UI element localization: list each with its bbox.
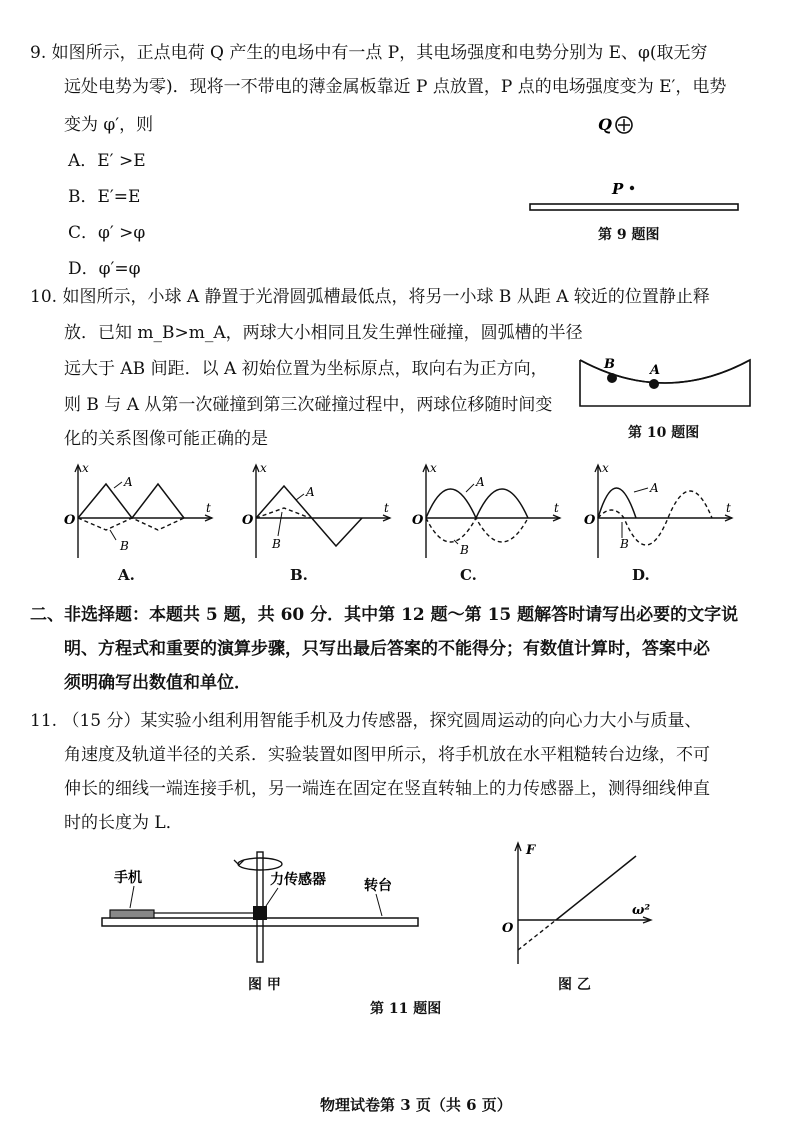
svg-text:B: B [620, 537, 629, 551]
svg-text:O: O [64, 513, 76, 528]
svg-text:t: t [384, 501, 389, 515]
section2-line-3: 须明确写出数值和单位． [64, 673, 251, 693]
svg-text:A: A [306, 485, 315, 499]
ball-a [649, 379, 659, 389]
svg-text:t: t [554, 501, 559, 515]
svg-text:O: O [584, 513, 596, 528]
q10-graph-c-letter: C. [460, 566, 477, 584]
q10-graph-a-letter: A. [118, 566, 135, 584]
page-footer: 物理试卷第 3 页（共 6 页） [320, 1096, 512, 1114]
q10-figure [576, 356, 756, 416]
section2-line-2: 明、方程式和重要的演算步骤，只写出最后答案的不能得分；有数值计算时，答案中必 [64, 639, 710, 659]
graph-c-curve-b [426, 518, 528, 542]
svg-text:A: A [124, 475, 133, 489]
phone-label: 手机 [114, 870, 142, 886]
phone-icon [110, 910, 154, 918]
q10-line-3: 远大于 AB 间距．以 A 初始位置为坐标原点，取向右为正方向， [64, 359, 548, 379]
svg-text:B: B [272, 537, 281, 551]
q10-line-5: 化的关系图像可能正确的是 [64, 429, 268, 449]
section2-line-1: 二、非选择题：本题共 5 题，共 60 分．其中第 12 题～第 15 题解答时请写出必要的文字说 [30, 605, 739, 625]
q10-graph-a [64, 461, 220, 562]
ball-b [607, 373, 617, 383]
q9-option-c: C．φ′ >φ [68, 223, 146, 243]
q9-fig-charge-label: Q [598, 115, 612, 134]
svg-text:x: x [82, 461, 89, 475]
q10-graph-d [584, 461, 740, 562]
q11-line-2: 角速度及轨道半径的关系．实验装置如图甲所示，将手机放在水平粗糙转台边缘，不可 [64, 745, 710, 765]
q11-line-4: 时的长度为 L． [64, 813, 183, 833]
svg-text:O: O [502, 921, 514, 936]
q9-option-a: A．E′ >E [68, 151, 146, 171]
svg-text:B: B [460, 543, 469, 557]
svg-text:A: A [476, 475, 485, 489]
force-sensor-icon [253, 906, 267, 920]
ball-a-label: A [650, 363, 661, 378]
q9-option-b: B．E′=E [68, 187, 141, 207]
q10-figure-caption: 第 10 题图 [628, 425, 700, 441]
rotation-arrow-icon [238, 858, 282, 870]
metal-plate [530, 204, 738, 210]
svg-text:ω²: ω² [632, 903, 651, 918]
q9-fig-point-label: P [612, 180, 624, 198]
q10-graph-d-letter: D. [632, 566, 650, 584]
q11-figure-caption: 第 11 题图 [370, 1001, 442, 1017]
q11-figure-yi-caption: 图 乙 [558, 977, 591, 993]
svg-text:t: t [206, 501, 211, 515]
q11-line-3: 伸长的细线一端连接手机，另一端连在固定在竖直转轴上的力传感器上，测得细线伸直 [64, 779, 710, 799]
svg-text:F: F [526, 843, 536, 858]
q10-graph-b [242, 461, 398, 562]
q11-line-1: 11. （15 分）某实验小组利用智能手机及力传感器，探究圆周运动的向心力大小与质量、 [30, 711, 702, 731]
svg-text:B: B [120, 539, 129, 553]
q11-figure-yi [500, 840, 670, 970]
point-p-dot [630, 186, 634, 190]
q10-line-2: 放．已知 m_B>m_A，两球大小相同且发生弹性碰撞，圆弧槽的半径 [64, 323, 583, 343]
q9-line-2: 远处电势为零)．现将一不带电的薄金属板靠近 P 点放置，P 点的电场强度变为 E′，电势 [64, 77, 727, 97]
svg-text:A: A [650, 481, 659, 495]
q9-line-3: 变为 φ′，则 [64, 115, 154, 135]
svg-text:x: x [260, 461, 267, 475]
ball-b-label: B [604, 357, 615, 372]
turntable-label: 转台 [364, 878, 392, 894]
q11-figure-jia-caption: 图 甲 [248, 977, 281, 993]
q9-figure [520, 110, 750, 220]
graph-a-curve-b [78, 518, 184, 530]
svg-text:O: O [412, 513, 424, 528]
f-omega-extension [518, 920, 556, 950]
q10-line-1: 10. 如图所示，小球 A 静置于光滑圆弧槽最低点，将另一小球 B 从距 A 较近的位置静止释 [30, 287, 710, 307]
q9-line-1: 9. 如图所示，正点电荷 Q 产生的电场中有一点 P，其电场强度和电势分别为 E、φ(取无穷 [30, 43, 708, 63]
svg-text:O: O [242, 513, 254, 528]
sensor-label: 力传感器 [270, 872, 326, 888]
q10-graph-b-letter: B. [290, 566, 308, 584]
q10-graph-c [412, 461, 568, 562]
q9-figure-caption: 第 9 题图 [598, 227, 660, 243]
svg-text:t: t [726, 501, 731, 515]
f-omega-line [556, 856, 636, 920]
svg-text:x: x [430, 461, 437, 475]
q10-line-4: 则 B 与 A 从第一次碰撞到第三次碰撞过程中，两球位移随时间变 [64, 395, 553, 415]
q11-figure-jia [100, 850, 430, 966]
svg-text:x: x [602, 461, 609, 475]
q9-option-d: D．φ′=φ [68, 259, 141, 279]
graph-a-curve-a [78, 484, 184, 518]
graph-c-curve-a [426, 489, 528, 518]
